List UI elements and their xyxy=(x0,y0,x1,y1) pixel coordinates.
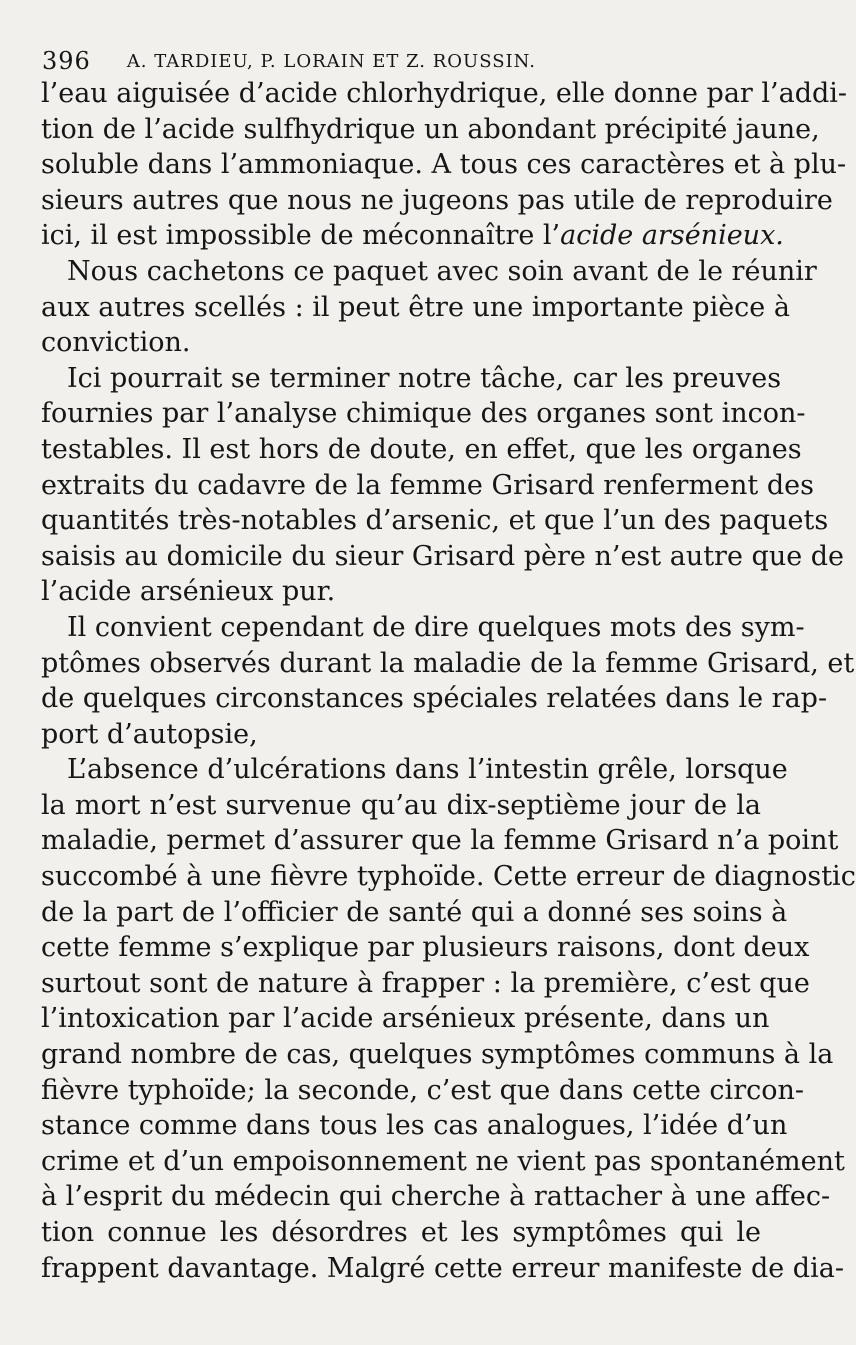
text-line-content: la mort n’est survenue qu’au dix-septième jour de la xyxy=(41,789,761,821)
text-line-content: aux autres scellés : il peut être une importante pièce à xyxy=(41,291,790,323)
text-line xyxy=(41,254,817,290)
running-title: A. TARDIEU, P. LORAIN ET Z. ROUSSIN. xyxy=(126,50,536,72)
text-line-content: l’acide arsénieux pur. xyxy=(41,576,336,608)
text-line xyxy=(41,1108,788,1144)
text-line xyxy=(41,76,848,112)
text-line-content: maladie, permet d’assurer que la femme Grisard n’a point xyxy=(41,825,839,857)
text-line-content: à l’esprit du médecin qui cherche à rattacher à une affec- xyxy=(41,1181,831,1213)
text-line xyxy=(41,895,788,931)
text-line-content: crime et d’un empoisonnement ne vient pas spontanément xyxy=(41,1145,845,1177)
text-line xyxy=(41,183,833,219)
text-line-content: succombé à une fièvre typhoïde. Cette erreur de diagnostic xyxy=(41,861,856,893)
text-line xyxy=(41,112,820,148)
text-line xyxy=(41,930,810,966)
text-line-content: soluble dans l’ammoniaque. A tous ces caractères et à plu- xyxy=(41,149,847,181)
text-line-content: ptômes observés durant la maladie de la femme Grisard, et xyxy=(41,647,855,679)
text-line xyxy=(41,1073,804,1109)
text-line-content: saisis au domicile du sieur Grisard père n’est autre que de xyxy=(41,540,845,572)
text-line xyxy=(41,539,845,575)
text-line-content: fournies par l’analyse chimique des organes sont incon- xyxy=(41,398,806,430)
text-line xyxy=(41,1215,761,1251)
text-line xyxy=(41,1179,831,1215)
text-line-content: testables. Il est hors de doute, en effet, que les organes xyxy=(41,433,802,465)
text-line xyxy=(41,218,784,254)
text-line-content: Il convient cependant de dire quelques mots des sym- xyxy=(67,611,805,643)
page-number: 396 xyxy=(42,47,91,75)
text-line xyxy=(41,361,782,397)
text-line-content: L’absence d’ulcérations dans l’intestin grêle, lorsque xyxy=(67,754,788,786)
text-line xyxy=(41,681,828,717)
text-line xyxy=(41,752,788,788)
text-line-content: fièvre typhoïde; la seconde, c’est que dans cette circon- xyxy=(41,1074,804,1106)
text-line-content: ici, il est impossible de méconnaître l’ xyxy=(41,220,561,252)
text-line-content: de la part de l’officier de santé qui a donné ses soins à xyxy=(41,896,788,928)
text-line-content: l’intoxication par l’acide arsénieux présente, dans un xyxy=(41,1003,770,1035)
text-line xyxy=(41,432,802,468)
text-line xyxy=(41,396,806,432)
text-line-content: port d’autopsie, xyxy=(41,718,258,750)
text-line xyxy=(41,717,761,753)
running-header xyxy=(42,44,758,78)
text-line-content: de quelques circonstances spéciales relatées dans le rap- xyxy=(41,683,828,715)
text-line-content: surtout sont de nature à frapper : la première, c’est que xyxy=(41,967,810,999)
text-line-content: cette femme s’explique par plusieurs raisons, dont deux xyxy=(41,932,810,964)
body-text xyxy=(41,76,856,1286)
text-line xyxy=(41,966,810,1002)
text-line xyxy=(41,1001,770,1037)
text-line xyxy=(41,147,847,183)
text-line-content: frappent davantage. Malgré cette erreur manifeste de dia- xyxy=(41,1252,844,1284)
text-line xyxy=(41,788,761,824)
text-line-content: quantités très-notables d’arsenic, et que l’un des paquets xyxy=(41,505,829,537)
text-line-content: Nous cachetons ce paquet avec soin avant de le réunir xyxy=(67,255,817,287)
text-line xyxy=(41,823,839,859)
text-line xyxy=(41,290,790,326)
text-line-content: tion de l’acide sulfhydrique un abondant précipité jaune, xyxy=(41,113,820,145)
text-line-content: Ici pourrait se terminer notre tâche, car les preuves xyxy=(67,362,782,394)
text-line xyxy=(41,1144,845,1180)
text-line xyxy=(41,468,814,504)
text-line-content: grand nombre de cas, quelques symptômes communs à la xyxy=(41,1039,834,1071)
text-line xyxy=(41,646,855,682)
text-line-content: l’eau aiguisée d’acide chlorhydrique, elle donne par l’addi- xyxy=(41,78,848,109)
text-line-content: conviction. xyxy=(41,327,191,359)
text-line-content: sieurs autres que nous ne jugeons pas utile de reproduire xyxy=(41,184,833,216)
text-line xyxy=(41,1037,834,1073)
text-line xyxy=(41,1251,844,1287)
text-line xyxy=(41,325,761,361)
text-line xyxy=(41,503,829,539)
text-line xyxy=(41,859,856,895)
text-line-content: stance comme dans tous les cas analogues, l’idée d’un xyxy=(41,1110,788,1142)
text-line xyxy=(41,610,805,646)
italic-term: acide arsénieux. xyxy=(560,220,784,252)
text-line xyxy=(41,574,761,610)
text-line-content: tion connue les désordres et les symptômes qui le xyxy=(41,1217,761,1248)
text-line-content: extraits du cadavre de la femme Grisard renferment des xyxy=(41,469,814,501)
